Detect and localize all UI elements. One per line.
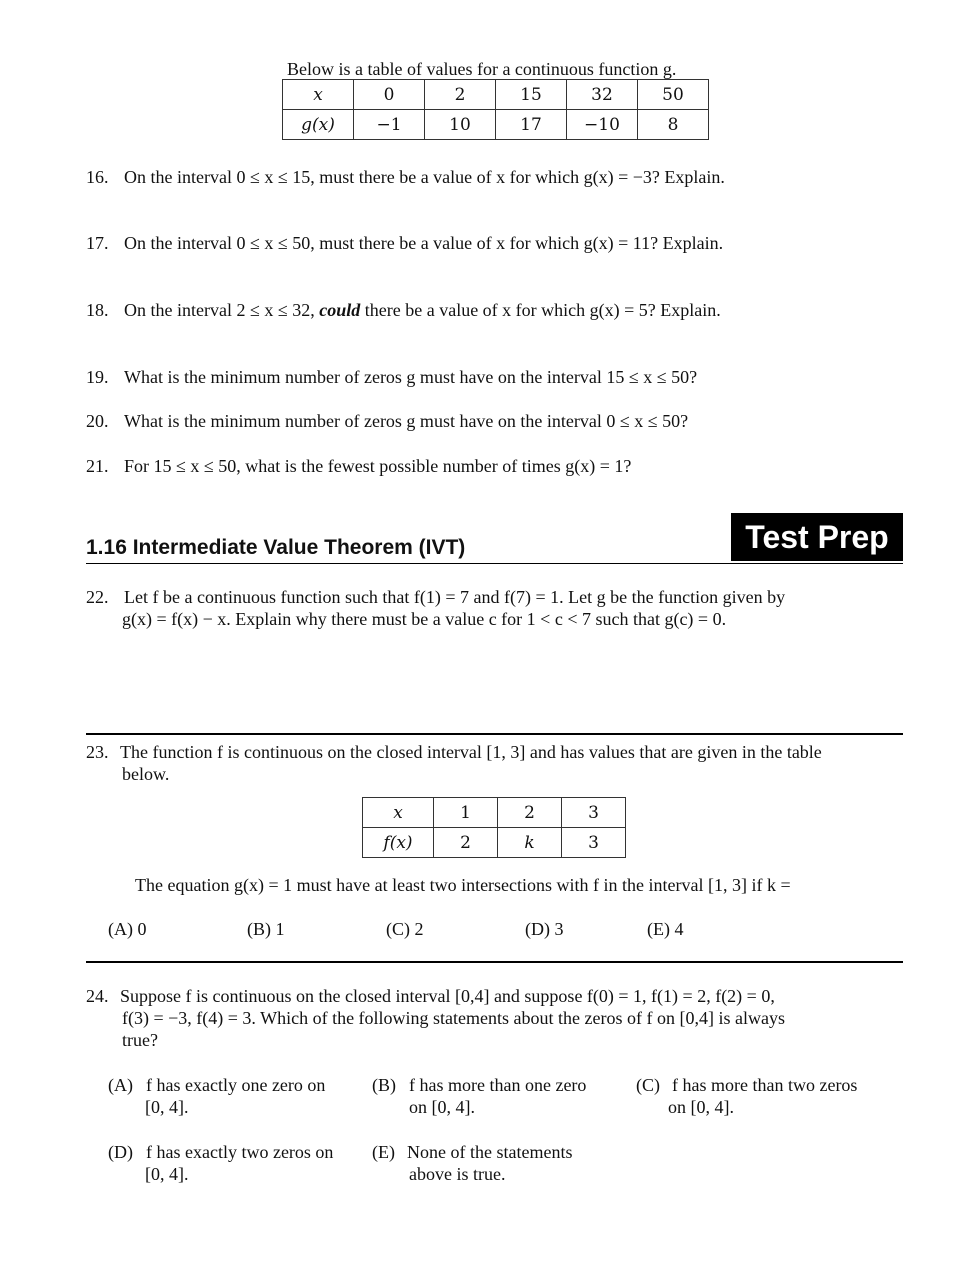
test-prep-badge: Test Prep [731, 513, 903, 561]
table-row [283, 110, 709, 140]
table-cell: −10 [567, 110, 638, 140]
question-16-number: 16. [86, 167, 109, 187]
choice-b-line-2: on [0, 4]. [409, 1097, 475, 1117]
table-row [363, 828, 626, 858]
question-24-number: 24. [86, 986, 109, 1006]
table-cell: 2 [434, 828, 498, 858]
choice-c: (C) 2 [386, 919, 424, 939]
question-23-number: 23. [86, 742, 109, 762]
table-cell: 2 [498, 798, 562, 828]
question-24-line-1: Suppose f is continuous on the closed interval [0,4] and suppose f(0) = 1, f(1) = 2, f(2) = 0, [120, 986, 775, 1006]
question-18-emphasis: could [319, 300, 361, 320]
question-22-line-1: Let f be a continuous function such that f(1) = 7 and f(7) = 1. Let g be the function given by [124, 587, 786, 607]
table-cell: 1 [434, 798, 498, 828]
table-header-cell: g(x) [283, 110, 354, 140]
question-22-number: 22. [86, 587, 109, 607]
question-20-number: 20. [86, 411, 109, 431]
choice-c-line-1: f has more than two zeros [672, 1075, 858, 1095]
question-23-statement: The equation g(x) = 1 must have at least two intersections with f in the interval [1, 3] if k = [135, 875, 791, 895]
table-intro: Below is a table of values for a continuous function g. [287, 59, 677, 79]
choice-b: (B) 1 [247, 919, 285, 939]
question-22-line-2: g(x) = f(x) − x. Explain why there must be a value c for 1 < c < 7 such that g(c) = 0. [122, 609, 727, 629]
question-19-number: 19. [86, 367, 109, 387]
question-24-line-3: true? [122, 1030, 158, 1050]
table-header-cell: x [283, 80, 354, 110]
divider [86, 961, 903, 963]
question-18-text-post: there be a value of x for which g(x) = 5? Explain. [360, 300, 721, 320]
choice-d-line-2: [0, 4]. [145, 1164, 189, 1184]
table-cell: 0 [354, 80, 425, 110]
table-cell: 32 [567, 80, 638, 110]
table-header-cell: x [363, 798, 434, 828]
table-row [283, 80, 709, 110]
f-value-table [362, 797, 626, 858]
table-cell: k [498, 828, 562, 858]
question-18-number: 18. [86, 300, 109, 320]
choice-b-line-1: f has more than one zero [409, 1075, 587, 1095]
table-cell: 3 [562, 828, 626, 858]
choice-e-line-2: above is true. [409, 1164, 506, 1184]
divider [86, 733, 903, 735]
choice-c-letter: (C) [636, 1075, 660, 1095]
table-cell: 10 [425, 110, 496, 140]
g-value-table [282, 79, 709, 140]
choice-a-letter: (A) [108, 1075, 133, 1095]
question-18-text [124, 300, 721, 321]
question-23-line-2: below. [122, 764, 170, 784]
choice-e: (E) 4 [647, 919, 684, 939]
table-cell: 50 [638, 80, 709, 110]
table-header-cell: f(x) [363, 828, 434, 858]
table-cell: 17 [496, 110, 567, 140]
section-title: 1.16 Intermediate Value Theorem (IVT) [86, 536, 466, 559]
choice-e-line-1: None of the statements [407, 1142, 573, 1162]
table-cell: 8 [638, 110, 709, 140]
question-23-line-1: The function f is continuous on the closed interval [1, 3] and has values that are given in the table [120, 742, 822, 762]
table-cell: 2 [425, 80, 496, 110]
choice-a-line-2: [0, 4]. [145, 1097, 189, 1117]
question-24-line-2: f(3) = −3, f(4) = 3. Which of the following statements about the zeros of f on [0,4] is always [122, 1008, 785, 1028]
choice-e-letter: (E) [372, 1142, 395, 1162]
section-underline [86, 563, 903, 564]
question-18-text-pre: On the interval 2 ≤ x ≤ 32, [124, 300, 320, 320]
question-20-text: What is the minimum number of zeros g must have on the interval 0 ≤ x ≤ 50? [124, 411, 689, 431]
question-21-text: For 15 ≤ x ≤ 50, what is the fewest possible number of times g(x) = 1? [124, 456, 632, 476]
question-17-text: On the interval 0 ≤ x ≤ 50, must there be a value of x for which g(x) = 11? Explain. [124, 233, 724, 253]
choice-b-letter: (B) [372, 1075, 396, 1095]
choice-a-line-1: f has exactly one zero on [146, 1075, 326, 1095]
question-17-number: 17. [86, 233, 109, 253]
choice-a: (A) 0 [108, 919, 147, 939]
question-16-text: On the interval 0 ≤ x ≤ 15, must there be a value of x for which g(x) = −3? Explain. [124, 167, 725, 187]
choice-c-line-2: on [0, 4]. [668, 1097, 734, 1117]
question-19-text: What is the minimum number of zeros g must have on the interval 15 ≤ x ≤ 50? [124, 367, 698, 387]
table-cell: 3 [562, 798, 626, 828]
question-21-number: 21. [86, 456, 109, 476]
table-cell: −1 [354, 110, 425, 140]
choice-d-letter: (D) [108, 1142, 133, 1162]
table-row [363, 798, 626, 828]
choice-d: (D) 3 [525, 919, 564, 939]
table-cell: 15 [496, 80, 567, 110]
choice-d-line-1: f has exactly two zeros on [146, 1142, 334, 1162]
